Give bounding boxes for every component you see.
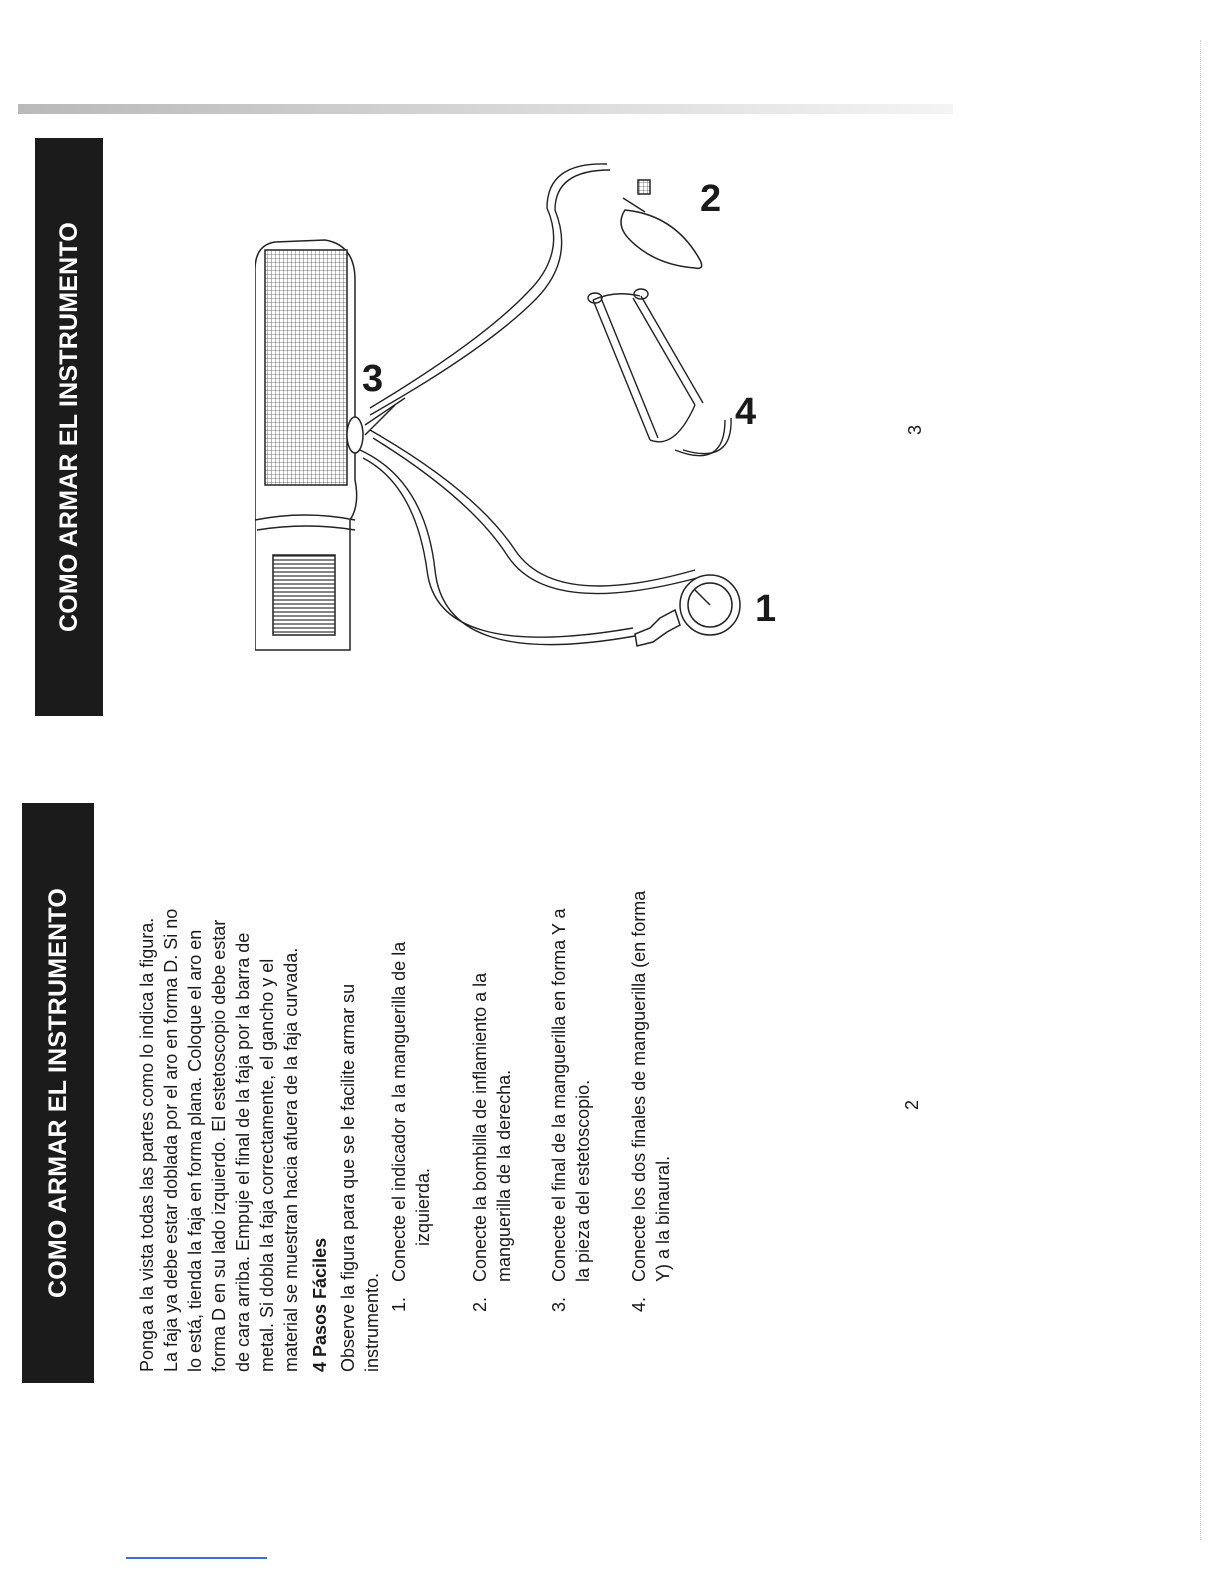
- step-2-line-1: Conecte la bombilla de inflamiento a la: [470, 972, 490, 1282]
- figure-label-4: 4: [735, 391, 757, 433]
- bulb-icon: [621, 180, 702, 268]
- tube-to-bulb-2: [370, 164, 607, 408]
- intro-line-5: de cara arriba. Empuje el final de la faja por la barra de: [233, 932, 253, 1372]
- instrument-diagram: [255, 150, 775, 690]
- step-4-line-1: Conecte los dos finales de manguerilla (en forma: [629, 890, 649, 1282]
- step-number-1: 1.: [389, 1296, 409, 1312]
- tube-to-bulb: [370, 170, 610, 415]
- gauge-icon: [635, 575, 740, 646]
- step-1-line-2: izquierda.: [413, 1167, 433, 1246]
- step-1-line-1: Conecte el indicador a la manguerilla de la: [389, 941, 409, 1282]
- step-number-4: 4.: [629, 1296, 649, 1312]
- intro-line-6: metal. Si dobla la faja correctamente, el gancho y el: [257, 958, 277, 1372]
- intro-line-1: Ponga a la vista todas las partes como lo indica la figura.: [137, 917, 157, 1372]
- step-number-2: 2.: [470, 1296, 490, 1312]
- figure-label-3: 3: [362, 358, 384, 400]
- step-2-line-2: manguerilla de la derecha.: [494, 1069, 514, 1282]
- page-title-left: COMO ARMAR EL INSTRUMENTO: [22, 803, 94, 1383]
- bottom-underline: [126, 1557, 267, 1559]
- section-intro-line-1: Observe la figura para que se le facilite armar su: [338, 983, 358, 1372]
- intro-line-2: La faja ya debe estar doblada por el aro en forma D. Si no: [161, 908, 181, 1372]
- intro-line-7: material se muestran hacia afuera de la faja curvada.: [281, 947, 301, 1372]
- step-number-3: 3.: [549, 1296, 569, 1312]
- step-3-line-2: la pieza del estetoscopio.: [573, 1079, 593, 1282]
- step-3-line-1: Conecte el final de la manguerilla en forma Y a: [549, 908, 569, 1282]
- cuff-icon: [255, 240, 363, 650]
- page-number-right: 3: [905, 424, 925, 435]
- intro-line-4: forma D en su lado izquierdo. El estetoscopio debe estar: [209, 919, 229, 1372]
- figure-label-2: 2: [700, 178, 722, 220]
- tube-to-gauge: [360, 450, 635, 645]
- scan-edge: [1200, 40, 1201, 1540]
- section-intro-line-2: instrumento.: [362, 1272, 382, 1372]
- page-title-right: COMO ARMAR EL INSTRUMENTO: [35, 138, 103, 716]
- scan-border: [18, 104, 953, 114]
- figure-label-1: 1: [755, 588, 777, 630]
- stethoscope-icon: [588, 289, 731, 456]
- section-heading: 4 Pasos Fáciles: [310, 1237, 330, 1372]
- intro-line-3: lo está, tienda la faja en forma plana. Coloque el aro en: [185, 929, 205, 1372]
- page-number-left: 2: [902, 1099, 922, 1110]
- step-4-line-2: Y) a la binaural.: [653, 1155, 673, 1282]
